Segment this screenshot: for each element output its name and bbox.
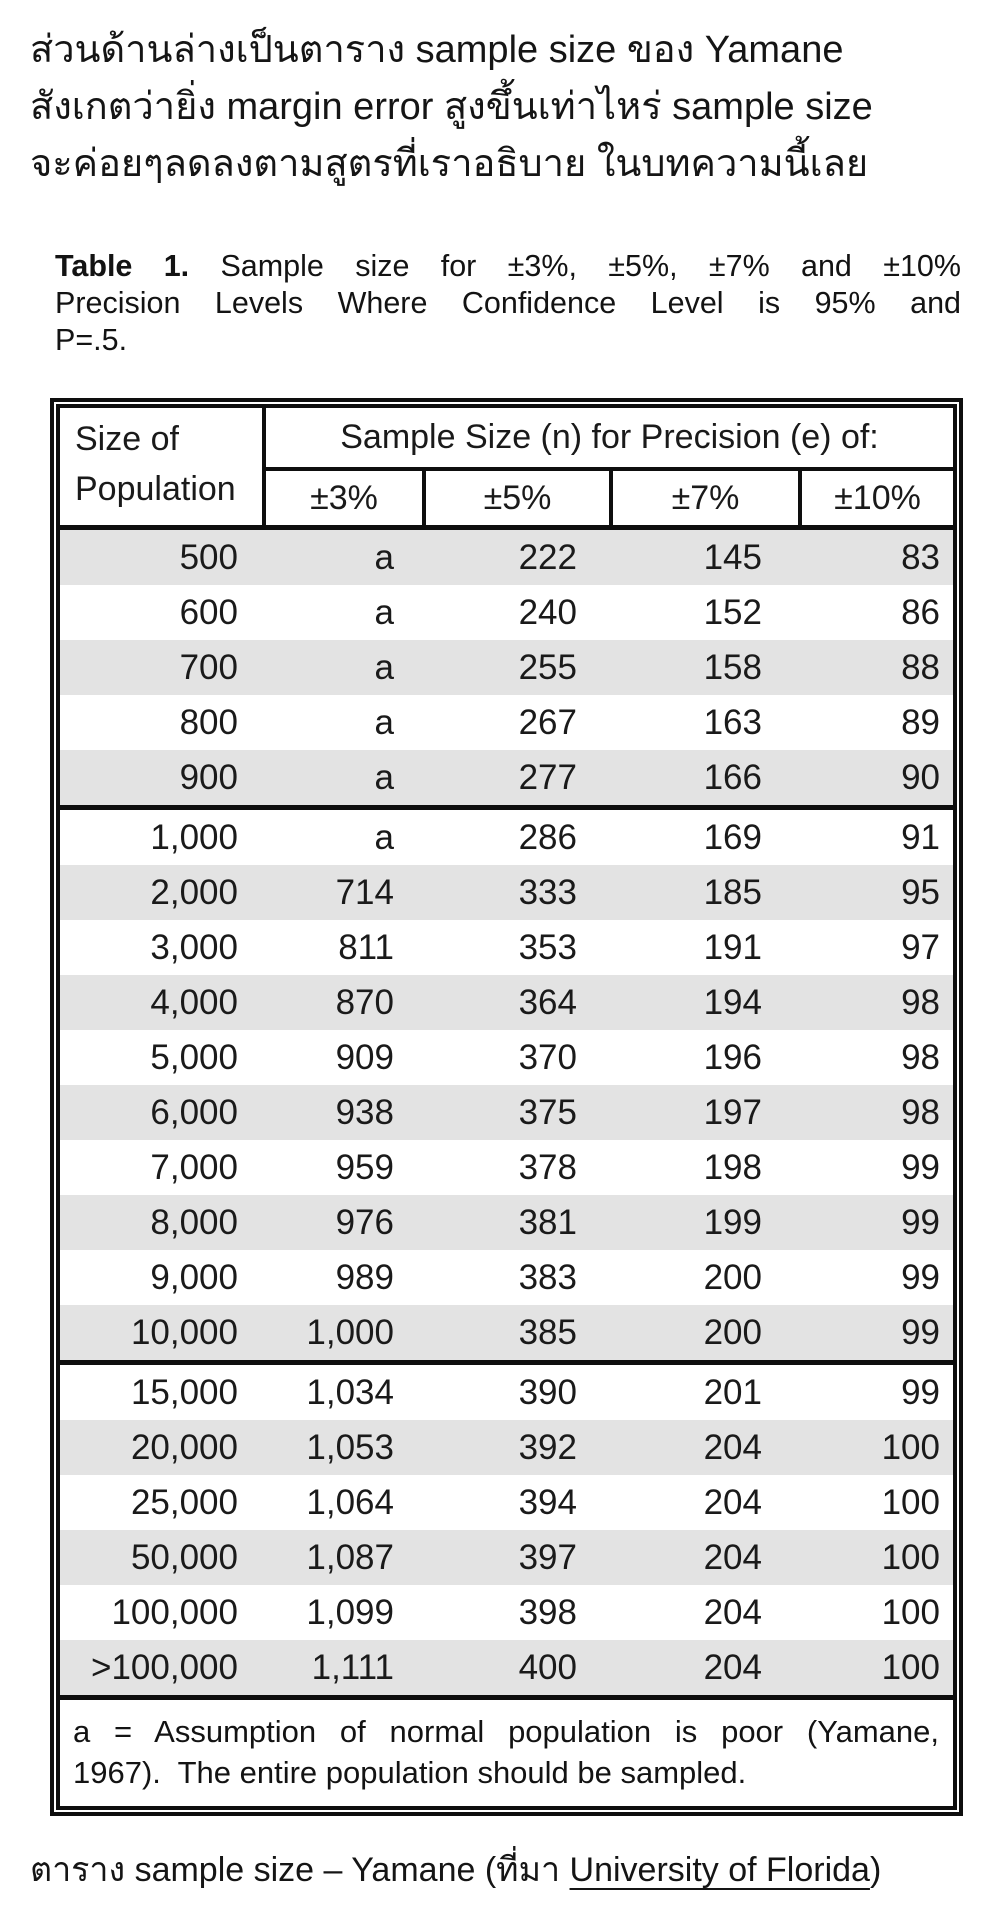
- cell-population: 4,000: [150, 982, 238, 1022]
- cell-precision-7: 201: [703, 1372, 762, 1412]
- cell-population: 6,000: [150, 1092, 238, 1132]
- cell-precision-3: 976: [335, 1202, 394, 1242]
- cell-population: 2,000: [150, 872, 238, 912]
- table-row: [60, 640, 953, 695]
- cell-precision-10: 100: [881, 1537, 940, 1577]
- cell-precision-3: 959: [335, 1147, 394, 1187]
- cell-population: 900: [179, 757, 238, 797]
- header-population-line-2: Population: [75, 470, 236, 509]
- cell-precision-10: 100: [881, 1482, 940, 1522]
- intro-line-3: จะค่อยๆลดลงตามสูตรที่เราอธิบาย ในบทความนี้เลย: [30, 143, 869, 185]
- cell-precision-7: 145: [703, 537, 762, 577]
- table-title-line-1: [55, 248, 961, 285]
- table-row: [60, 810, 953, 865]
- table-row: [60, 750, 953, 805]
- header-population-line-1: Size of: [75, 419, 179, 458]
- cell-precision-3: 1,064: [306, 1482, 394, 1522]
- intro-line-1: ส่วนด้านล่างเป็นตาราง sample size ของ Yamane: [30, 29, 844, 71]
- table-row: [60, 1530, 953, 1585]
- cell-precision-7: 196: [703, 1037, 762, 1077]
- table-title-line-2: Precision Levels Where Confidence Level is 95% and: [55, 286, 961, 320]
- cell-population: 15,000: [130, 1372, 238, 1412]
- cell-precision-10: 89: [901, 702, 940, 742]
- cell-precision-5: 400: [518, 1647, 577, 1687]
- cell-population: 20,000: [130, 1427, 238, 1467]
- cell-precision-7: 194: [703, 982, 762, 1022]
- cell-precision-5: 277: [518, 757, 577, 797]
- cell-precision-7: 204: [703, 1647, 762, 1687]
- table-row: [60, 1305, 953, 1360]
- cell-precision-5: 267: [518, 702, 577, 742]
- cell-precision-5: 381: [518, 1202, 577, 1242]
- cell-precision-5: 286: [518, 817, 577, 857]
- cell-population: >100,000: [91, 1647, 238, 1687]
- cell-population: 700: [179, 647, 238, 687]
- cell-precision-5: 385: [518, 1312, 577, 1352]
- cell-precision-3: a: [374, 592, 394, 632]
- cell-precision-7: 185: [703, 872, 762, 912]
- cell-precision-7: 204: [703, 1592, 762, 1632]
- cell-population: 7,000: [150, 1147, 238, 1187]
- cell-precision-10: 99: [901, 1202, 940, 1242]
- cell-precision-7: 200: [703, 1257, 762, 1297]
- table-body-group-1: [60, 530, 953, 805]
- cell-precision-3: a: [374, 757, 394, 797]
- table-row: [60, 1420, 953, 1475]
- cell-precision-5: 383: [518, 1257, 577, 1297]
- cell-precision-7: 191: [703, 927, 762, 967]
- caption-suffix: ): [869, 1851, 882, 1889]
- cell-precision-7: 204: [703, 1427, 762, 1467]
- cell-precision-10: 99: [901, 1147, 940, 1187]
- table-body-group-2: [60, 805, 953, 1360]
- header-precision-3: ±3%: [310, 478, 378, 517]
- table-row: [60, 975, 953, 1030]
- cell-precision-7: 152: [703, 592, 762, 632]
- table-row: [60, 1085, 953, 1140]
- cell-population: 9,000: [150, 1257, 238, 1297]
- cell-population: 3,000: [150, 927, 238, 967]
- cell-precision-10: 98: [901, 1037, 940, 1077]
- header-precision-10: ±10%: [798, 471, 953, 525]
- cell-precision-3: 714: [335, 872, 394, 912]
- cell-precision-3: a: [374, 537, 394, 577]
- cell-precision-10: 91: [901, 817, 940, 857]
- cell-precision-5: 370: [518, 1037, 577, 1077]
- cell-precision-5: 394: [518, 1482, 577, 1522]
- cell-precision-5: 397: [518, 1537, 577, 1577]
- cell-precision-5: 255: [518, 647, 577, 687]
- cell-precision-5: 353: [518, 927, 577, 967]
- header-precision-5: ±5%: [422, 471, 609, 525]
- cell-precision-3: 1,000: [306, 1312, 394, 1352]
- cell-precision-5: 375: [518, 1092, 577, 1132]
- table-row: [60, 1030, 953, 1085]
- cell-precision-5: 240: [518, 592, 577, 632]
- cell-precision-5: 333: [518, 872, 577, 912]
- table-row: [60, 585, 953, 640]
- cell-precision-7: 204: [703, 1482, 762, 1522]
- header-precision-7: ±7%: [609, 471, 798, 525]
- cell-precision-10: 86: [901, 592, 940, 632]
- cell-precision-7: 197: [703, 1092, 762, 1132]
- cell-population: 800: [179, 702, 238, 742]
- cell-population: 500: [179, 537, 238, 577]
- cell-precision-3: 909: [335, 1037, 394, 1077]
- cell-precision-7: 200: [703, 1312, 762, 1352]
- table-title-line-1-rest: Sample size for ±3%, ±5%, ±7% and ±10%: [220, 249, 961, 283]
- cell-population: 1,000: [150, 817, 238, 857]
- cell-precision-10: 98: [901, 1092, 940, 1132]
- cell-population: 50,000: [130, 1537, 238, 1577]
- cell-precision-10: 99: [901, 1372, 940, 1412]
- cell-precision-3: 1,087: [306, 1537, 394, 1577]
- intro-line-2: สังเกตว่ายิ่ง margin error สูงขึ้นเท่าไหร่ sample size: [30, 86, 873, 128]
- table-row: [60, 1250, 953, 1305]
- table-footnote: [60, 1695, 953, 1806]
- cell-precision-10: 90: [901, 757, 940, 797]
- cell-population: 600: [179, 592, 238, 632]
- cell-population: 25,000: [130, 1482, 238, 1522]
- cell-precision-10: 88: [901, 647, 940, 687]
- cell-precision-3: 1,111: [311, 1647, 394, 1687]
- caption-prefix: ตาราง sample size – Yamane (ที่มา: [30, 1851, 570, 1889]
- cell-precision-7: 198: [703, 1147, 762, 1187]
- cell-precision-3: 1,099: [306, 1592, 394, 1632]
- table-row: [60, 695, 953, 750]
- source-link[interactable]: University of Florida: [569, 1851, 870, 1889]
- table-row: [60, 1475, 953, 1530]
- table-row: [60, 1140, 953, 1195]
- cell-population: 100,000: [111, 1592, 238, 1632]
- sample-size-table: [50, 398, 963, 1816]
- image-caption: [30, 1842, 881, 1896]
- cell-precision-3: 811: [338, 927, 394, 967]
- header-population-cell: [60, 408, 266, 525]
- cell-precision-5: 222: [518, 537, 577, 577]
- header-sample-size-group: [266, 408, 953, 525]
- cell-precision-10: 100: [881, 1592, 940, 1632]
- cell-precision-10: 99: [901, 1257, 940, 1297]
- cell-precision-3: 989: [335, 1257, 394, 1297]
- table-row: [60, 1640, 953, 1695]
- header-precision-row: [266, 471, 953, 525]
- footnote-line-2: 1967). The entire population should be sampled.: [73, 1755, 747, 1790]
- table-row: [60, 1195, 953, 1250]
- cell-precision-10: 100: [881, 1427, 940, 1467]
- cell-precision-3: 1,053: [306, 1427, 394, 1467]
- cell-precision-3: 870: [335, 982, 394, 1022]
- cell-precision-7: 158: [703, 647, 762, 687]
- table-title: [55, 248, 961, 359]
- cell-precision-3: a: [374, 817, 394, 857]
- table-row: [60, 1585, 953, 1640]
- table-title-line-3: P=.5.: [55, 323, 128, 357]
- cell-precision-10: 100: [881, 1647, 940, 1687]
- cell-precision-7: 163: [703, 702, 762, 742]
- cell-population: 8,000: [150, 1202, 238, 1242]
- table-body-group-3: [60, 1360, 953, 1695]
- cell-precision-10: 99: [901, 1312, 940, 1352]
- table-number-label: Table 1.: [55, 249, 190, 283]
- cell-precision-10: 95: [901, 872, 940, 912]
- header-sample-size-span: Sample Size (n) for Precision (e) of:: [266, 408, 953, 471]
- cell-precision-5: 392: [518, 1427, 577, 1467]
- cell-precision-7: 169: [703, 817, 762, 857]
- cell-precision-10: 98: [901, 982, 940, 1022]
- table-row: [60, 920, 953, 975]
- table-row: [60, 865, 953, 920]
- cell-population: 10,000: [130, 1312, 238, 1352]
- intro-paragraph: [30, 22, 985, 193]
- cell-population: 5,000: [150, 1037, 238, 1077]
- cell-precision-3: 1,034: [306, 1372, 394, 1412]
- table-header: [60, 408, 953, 530]
- cell-precision-5: 398: [518, 1592, 577, 1632]
- cell-precision-10: 83: [901, 537, 940, 577]
- footnote-line-1: a = Assumption of normal population is poor (Yamane,: [73, 1714, 939, 1749]
- cell-precision-3: 938: [335, 1092, 394, 1132]
- table-row: [60, 1365, 953, 1420]
- cell-precision-3: a: [374, 702, 394, 742]
- cell-precision-5: 378: [518, 1147, 577, 1187]
- cell-precision-5: 390: [518, 1372, 577, 1412]
- cell-precision-7: 199: [703, 1202, 762, 1242]
- cell-precision-7: 166: [703, 757, 762, 797]
- cell-precision-5: 364: [518, 982, 577, 1022]
- table-inner-frame: [56, 404, 957, 1810]
- cell-precision-7: 204: [703, 1537, 762, 1577]
- cell-precision-10: 97: [901, 927, 940, 967]
- table-row: [60, 530, 953, 585]
- cell-precision-3: a: [374, 647, 394, 687]
